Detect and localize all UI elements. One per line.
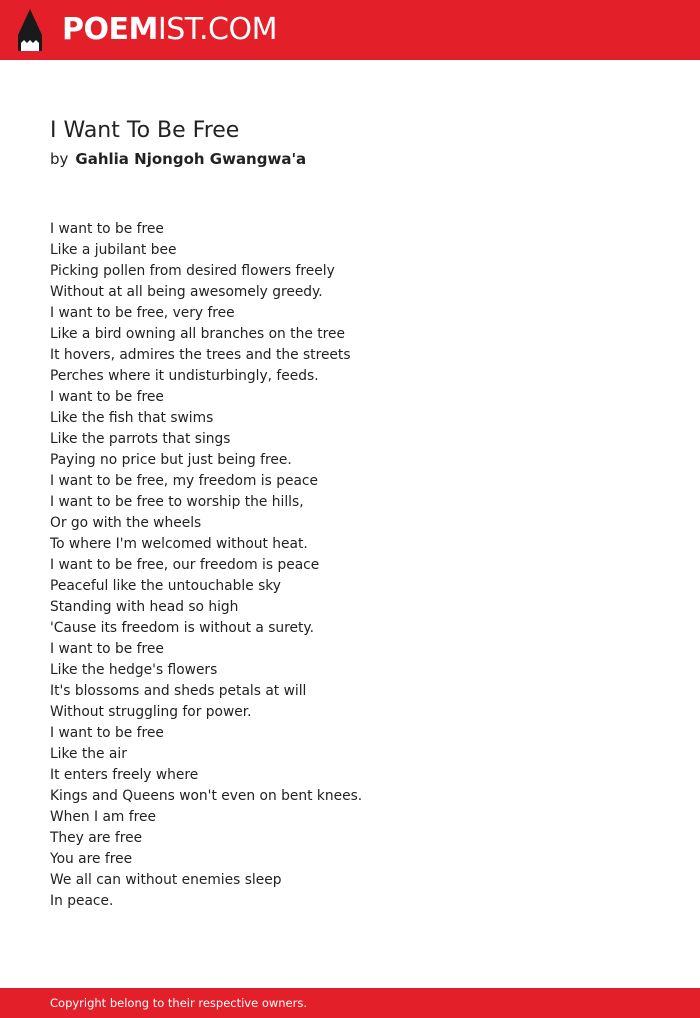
poem-line: Like a bird owning all branches on the tree: [50, 326, 345, 342]
poem-line: Like the parrots that sings: [50, 431, 231, 447]
poem-line: Peaceful like the untouchable sky: [50, 578, 281, 594]
poem-line: We all can without enemies sleep: [50, 872, 282, 888]
poem-line: I want to be free, our freedom is peace: [50, 557, 320, 573]
copyright-text: Copyright belong to their respective owners.: [50, 996, 308, 1010]
poem-line: Like the air: [50, 746, 127, 762]
poem-line: Picking pollen from desired flowers freely: [50, 263, 335, 279]
poem-line: It enters freely where: [50, 767, 199, 783]
poem-line: I want to be free: [50, 221, 164, 237]
poem-line: I want to be free, my freedom is peace: [50, 473, 318, 489]
site-logo[interactable]: [62, 12, 277, 48]
poem-line: Standing with head so high: [50, 599, 239, 615]
poem-line: Without at all being awesomely greedy.: [50, 284, 323, 300]
poem-line: Like the fish that swims: [50, 410, 214, 426]
poem-line: They are free: [50, 830, 143, 846]
site-footer: [0, 988, 700, 1018]
poem-line: Like a jubilant bee: [50, 242, 177, 258]
poem-line: Kings and Queens won't even on bent knees.: [50, 788, 363, 804]
logo-light-text: IST.COM: [157, 12, 277, 47]
logo-bold-text: POEM: [62, 12, 158, 47]
poem-line: It's blossoms and sheds petals at will: [50, 683, 307, 699]
poem-line: I want to be free to worship the hills,: [50, 494, 304, 510]
poem-line: When I am free: [50, 809, 156, 825]
poem-line: Like the hedge's flowers: [50, 662, 218, 678]
site-header: [0, 0, 700, 60]
poem-line: Paying no price but just being free.: [50, 452, 292, 468]
poem-line: I want to be free: [50, 389, 164, 405]
poem-line: 'Cause its freedom is without a surety.: [50, 620, 315, 636]
poem-author: Gahlia Njongoh Gwangwa'a: [75, 150, 307, 168]
poem-line: I want to be free: [50, 725, 164, 741]
poem-line: I want to be free, very free: [50, 305, 235, 321]
poem-line: I want to be free: [50, 641, 164, 657]
poem-line: Or go with the wheels: [50, 515, 202, 531]
poem-line: In peace.: [50, 893, 114, 909]
poem-line: Without struggling for power.: [50, 704, 252, 720]
by-prefix: by: [50, 150, 69, 168]
poem-byline: [50, 149, 306, 169]
poem-body: [50, 219, 362, 912]
poem-title: I Want To Be Free: [50, 118, 240, 143]
poem-line: You are free: [50, 851, 133, 867]
poem-line: It hovers, admires the trees and the streets: [50, 347, 351, 363]
pencil-icon: [18, 9, 42, 51]
poem-line: To where I'm welcomed without heat.: [50, 536, 308, 552]
poem-line: Perches where it undisturbingly, feeds.: [50, 368, 319, 384]
